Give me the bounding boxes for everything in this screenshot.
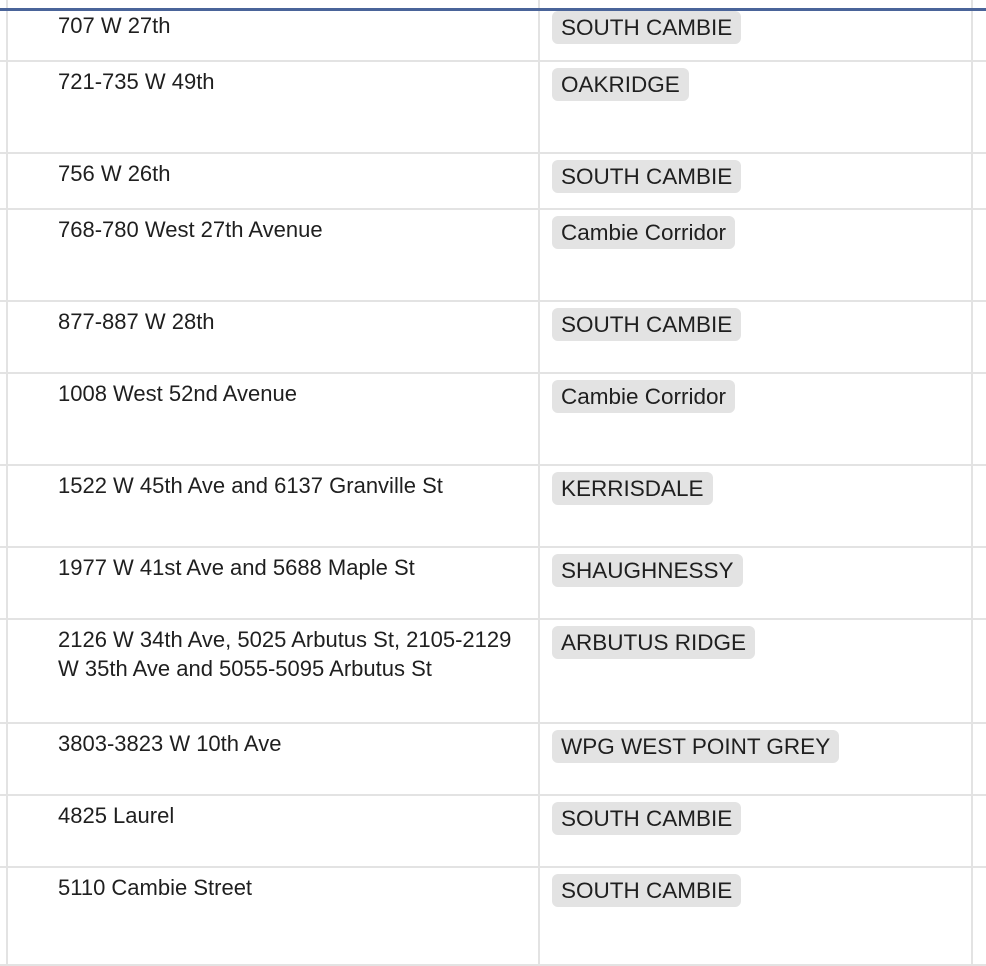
frozen-row-divider (0, 8, 986, 11)
neighbourhood-chip[interactable]: SOUTH CAMBIE (552, 160, 741, 193)
neighbourhood-chip[interactable]: KERRISDALE (552, 472, 713, 505)
table-row[interactable] (0, 62, 986, 154)
column-gridline (538, 0, 540, 966)
address-cell[interactable]: 5110 Cambie Street (58, 875, 253, 900)
neighbourhood-chip[interactable]: Cambie Corridor (552, 380, 735, 413)
address-cell[interactable]: 721-735 W 49th (58, 69, 215, 94)
address-cell[interactable]: 707 W 27th (58, 13, 171, 38)
address-cell[interactable]: 1522 W 45th Ave and 6137 Granville St (58, 473, 443, 498)
address-cell[interactable]: 3803-3823 W 10th Ave (58, 731, 282, 756)
table-row[interactable] (0, 210, 986, 302)
neighbourhood-chip[interactable]: ARBUTUS RIDGE (552, 626, 755, 659)
table-row[interactable] (0, 868, 986, 966)
neighbourhood-chip[interactable]: SOUTH CAMBIE (552, 308, 741, 341)
address-cell[interactable]: 1008 West 52nd Avenue (58, 381, 297, 406)
neighbourhood-chip[interactable]: SOUTH CAMBIE (552, 874, 741, 907)
table-row[interactable] (0, 724, 986, 796)
table-row[interactable] (0, 302, 986, 374)
table-row[interactable] (0, 154, 986, 210)
neighbourhood-chip[interactable]: SHAUGHNESSY (552, 554, 743, 587)
address-cell[interactable]: 877-887 W 28th (58, 309, 215, 334)
neighbourhood-chip[interactable]: SOUTH CAMBIE (552, 802, 741, 835)
table-row[interactable] (0, 620, 986, 724)
address-cell[interactable]: 4825 Laurel (58, 803, 175, 828)
address-cell[interactable]: 768-780 West 27th Avenue (58, 217, 323, 242)
table-row[interactable] (0, 466, 986, 548)
neighbourhood-chip[interactable]: WPG WEST POINT GREY (552, 730, 839, 763)
column-gridline (971, 0, 973, 966)
table-row[interactable] (0, 374, 986, 466)
table-row[interactable] (0, 796, 986, 868)
neighbourhood-chip[interactable]: OAKRIDGE (552, 68, 689, 101)
address-cell[interactable]: 756 W 26th (58, 161, 171, 186)
address-cell[interactable]: 1977 W 41st Ave and 5688 Maple St (58, 555, 415, 580)
table-row[interactable] (0, 548, 986, 620)
column-gridline (6, 0, 8, 966)
neighbourhood-chip[interactable]: Cambie Corridor (552, 216, 735, 249)
address-cell[interactable]: 2126 W 34th Ave, 5025 Arbutus St, 2105-2129 W 35th Ave and 5055-5095 Arbutus St (58, 627, 512, 681)
neighbourhood-chip[interactable]: SOUTH CAMBIE (552, 11, 741, 44)
